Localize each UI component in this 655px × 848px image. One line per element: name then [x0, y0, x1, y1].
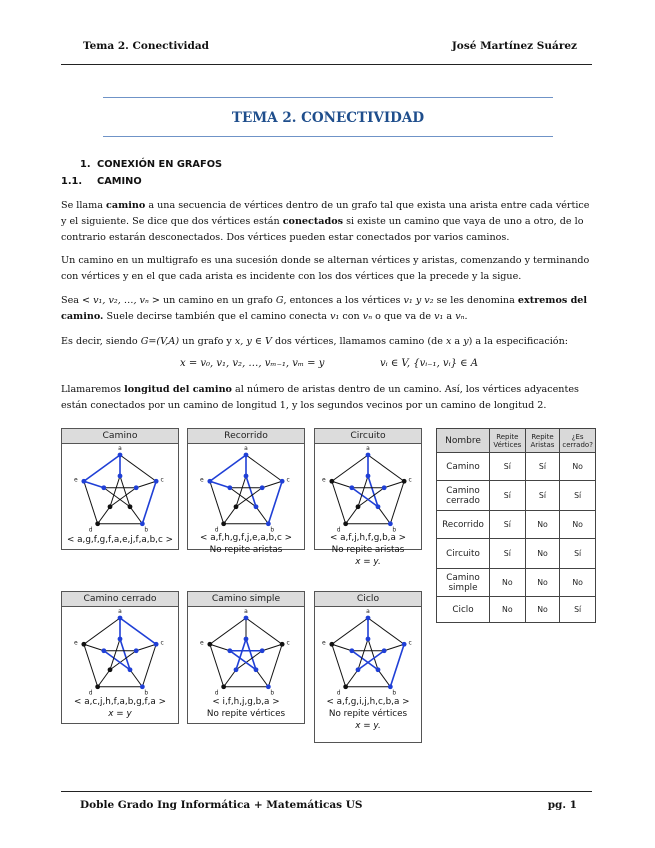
- graph-edge: [332, 455, 368, 481]
- graph-edge: [110, 476, 120, 507]
- table-row: [437, 539, 596, 569]
- vertex-label: a: [244, 445, 248, 452]
- graph-edge: [332, 644, 352, 650]
- vertex-label: e: [322, 476, 326, 484]
- graph-vertex: [95, 521, 100, 526]
- graph-vertex: [402, 479, 407, 484]
- equation-path: x = v₀, v₁, v₂, …, vₘ₋₁, vₘ = y: [180, 358, 325, 369]
- graph-vertex: [154, 479, 159, 484]
- vertex-label: b: [392, 689, 397, 697]
- figure-caption: Recorrido: [188, 429, 304, 444]
- graph-vertex: [382, 485, 387, 490]
- graph-vertex: [108, 504, 113, 509]
- paragraph-longitud: Llamaremos longitud del camino al número de aristas dentro de un camino. Así, los vértices adyacentes están conectados por un camino de longitud 1, y los segundos vecinos por un camino de longitud 2.: [61, 384, 579, 411]
- graph-vertex: [356, 667, 361, 672]
- graph-diagram: [188, 607, 304, 697]
- graph-edge: [84, 481, 98, 523]
- graph-vertex: [366, 637, 371, 642]
- table-cell: Sí: [490, 539, 526, 569]
- figure-caption: Camino cerrado: [62, 592, 178, 607]
- table-cell: Sí: [525, 453, 560, 481]
- graph-edge: [346, 507, 358, 524]
- table-cell: Sí: [560, 481, 596, 511]
- graph-vertex: [266, 684, 271, 689]
- vertex-label: d: [88, 689, 93, 697]
- graph-edge: [332, 481, 346, 523]
- graph-vertex: [101, 485, 106, 490]
- table-cell: No: [560, 569, 596, 597]
- vertex-label: a: [366, 608, 370, 615]
- graph-edge: [98, 670, 110, 687]
- figure-sequence: < i,f,h,j,g,b,a >: [212, 697, 280, 707]
- vertex-label: a: [366, 445, 370, 452]
- graph-vertex: [101, 648, 106, 653]
- graph-vertex: [118, 474, 123, 479]
- vertex-label: e: [74, 639, 78, 647]
- table-cell-name: Recorrido: [437, 511, 490, 539]
- footer-right: pg. 1: [547, 799, 577, 811]
- page-title: TEMA 2. CONECTIVIDAD: [231, 110, 425, 126]
- figure-note: No repite vértices: [206, 709, 286, 719]
- graph-edge: [390, 481, 404, 523]
- vertex-label: d: [336, 526, 341, 534]
- equation-condition: vᵢ ∈ V, {vᵢ₋₁, vᵢ} ∈ A: [380, 358, 478, 369]
- graph-vertex: [128, 667, 133, 672]
- figure-camino-simple: [187, 591, 305, 724]
- table-header: Repite Aristas: [525, 429, 560, 453]
- vertex-label: c: [408, 476, 412, 484]
- graph-vertex: [108, 667, 113, 672]
- graph-vertex: [221, 521, 226, 526]
- figure-recorrido: [187, 428, 305, 555]
- graph-vertex: [207, 642, 212, 647]
- graph-vertex: [382, 648, 387, 653]
- vertex-label: d: [214, 526, 219, 534]
- graph-edge: [110, 651, 136, 670]
- graph-edge: [210, 644, 230, 650]
- graph-edge: [332, 618, 368, 644]
- path-edge: [246, 476, 256, 507]
- graph-edge: [210, 618, 246, 644]
- table-cell: Sí: [490, 511, 526, 539]
- graph-vertex: [349, 648, 354, 653]
- graph-vertex: [266, 521, 271, 526]
- title-rule-top: [103, 97, 553, 98]
- graph-vertex: [134, 485, 139, 490]
- table-cell-name: Ciclo: [437, 597, 490, 623]
- table-cell: No: [490, 569, 526, 597]
- vertex-label: b: [270, 689, 275, 697]
- figure-sequence: < a,c,j,h,f,a,b,g,f,a >: [74, 697, 166, 707]
- figure-note: No repite aristas: [209, 545, 283, 555]
- figure-caption: Camino: [62, 429, 178, 444]
- table-cell: No: [525, 511, 560, 539]
- graph-vertex: [329, 479, 334, 484]
- graph-vertex: [154, 642, 159, 647]
- graph-vertex: [81, 642, 86, 647]
- figure-ciclo: [314, 591, 422, 743]
- graph-vertex: [366, 616, 371, 621]
- graph-vertex: [234, 504, 239, 509]
- table-row: [437, 481, 596, 511]
- graph-edge: [130, 670, 142, 687]
- graph-edge: [384, 644, 404, 650]
- table-cell: No: [560, 511, 596, 539]
- figure-sequence: < a,f,j,h,f,g,b,a >: [329, 533, 407, 543]
- figure-note: No repite vértices: [328, 709, 408, 719]
- graph-vertex: [280, 479, 285, 484]
- graph-edge: [120, 455, 156, 481]
- vertex-label: b: [144, 689, 149, 697]
- graph-vertex: [118, 616, 123, 621]
- graph-vertex: [244, 474, 249, 479]
- path-edge: [268, 481, 282, 523]
- graph-edge: [256, 670, 268, 687]
- graph-diagram: [315, 444, 421, 534]
- vertex-label: b: [144, 526, 149, 534]
- graph-vertex: [343, 684, 348, 689]
- graph-vertex: [95, 684, 100, 689]
- figure-extra-note: x = y.: [355, 721, 381, 731]
- graph-diagram: [62, 444, 178, 534]
- graph-edge: [378, 507, 390, 524]
- graph-edge: [224, 670, 236, 687]
- graph-vertex: [234, 667, 239, 672]
- header-right: José Martínez Suárez: [451, 40, 577, 52]
- graph-edge: [104, 488, 130, 507]
- table-cell: No: [490, 597, 526, 623]
- table-header: Nombre: [437, 429, 490, 453]
- graph-vertex: [118, 453, 123, 458]
- graph-vertex: [402, 642, 407, 647]
- table-row: [437, 597, 596, 623]
- graph-edge: [358, 488, 384, 507]
- table-header: ¿Es cerrado?: [560, 429, 596, 453]
- path-edge: [352, 651, 378, 670]
- vertex-label: c: [286, 639, 290, 647]
- vertex-label: d: [336, 689, 341, 697]
- graph-vertex: [260, 648, 265, 653]
- comparison-table: [436, 428, 596, 623]
- graph-vertex: [244, 453, 249, 458]
- figure-sequence: < a,f,g,i,j,h,c,b,a >: [326, 697, 410, 707]
- vertex-label: e: [322, 639, 326, 647]
- graph-edge: [84, 644, 98, 686]
- graph-diagram: [188, 444, 304, 534]
- table-cell-name: Camino simple: [437, 569, 490, 597]
- table-cell: Sí: [490, 481, 526, 511]
- section-1-heading: CONEXIÓN EN GRAFOS: [97, 159, 223, 170]
- graph-vertex: [140, 521, 145, 526]
- figure-camino-cerrado: [61, 591, 179, 724]
- vertex-label: d: [88, 526, 93, 534]
- graph-diagram: [315, 607, 421, 697]
- figure-circuito: [314, 428, 422, 567]
- graph-vertex: [254, 667, 259, 672]
- table-row: [437, 511, 596, 539]
- figure-caption: Ciclo: [315, 592, 421, 607]
- graph-vertex: [343, 521, 348, 526]
- graph-vertex: [349, 485, 354, 490]
- path-edge: [358, 651, 384, 670]
- graph-vertex: [134, 648, 139, 653]
- graph-vertex: [366, 474, 371, 479]
- path-edge: [210, 481, 230, 487]
- vertex-label: c: [286, 476, 290, 484]
- figure-caption: Camino simple: [188, 592, 304, 607]
- table-cell: Sí: [560, 539, 596, 569]
- graph-edge: [136, 644, 156, 650]
- table-cell-name: Circuito: [437, 539, 490, 569]
- table-cell: No: [560, 453, 596, 481]
- graph-edge: [346, 670, 358, 687]
- figure-extra-note: x = y.: [355, 557, 381, 567]
- graph-edge: [84, 618, 120, 644]
- vertex-label: e: [200, 639, 204, 647]
- graph-edge: [236, 476, 246, 507]
- graph-edge: [378, 670, 390, 687]
- figure-sequence: < a,f,h,g,f,j,e,a,b,c >: [200, 533, 292, 543]
- graph-edge: [256, 507, 268, 524]
- graph-edge: [332, 644, 346, 686]
- table-cell-name: Camino cerrado: [437, 481, 490, 511]
- figure-camino: [61, 428, 179, 550]
- path-edge: [84, 481, 104, 487]
- header-left: Tema 2. Conectividad: [83, 40, 209, 52]
- figure-note: x = y: [108, 709, 132, 719]
- graph-edge: [332, 481, 352, 487]
- graph-edge: [210, 481, 224, 523]
- vertex-label: a: [118, 445, 122, 452]
- graph-diagram: [62, 607, 178, 697]
- graph-vertex: [260, 485, 265, 490]
- graph-vertex: [221, 684, 226, 689]
- graph-edge: [224, 507, 236, 524]
- table-cell-name: Camino: [437, 453, 490, 481]
- graph-vertex: [376, 504, 381, 509]
- section-1-1-heading: CAMINO: [97, 176, 142, 187]
- graph-vertex: [227, 648, 232, 653]
- graph-edge: [236, 488, 262, 507]
- graph-vertex: [140, 684, 145, 689]
- table-cell: No: [525, 597, 560, 623]
- paragraph-especificacion: Es decir, siendo G=(V,A) un grafo y x, y ∈ V dos vértices, llamamos camino (de x a y) a la especificación:: [61, 336, 568, 347]
- table-cell: No: [525, 569, 560, 597]
- section-1-1-number: 1.1.: [61, 176, 83, 187]
- vertex-label: c: [408, 639, 412, 647]
- graph-edge: [110, 488, 136, 507]
- path-edge: [142, 481, 156, 523]
- table-row: [437, 453, 596, 481]
- graph-vertex: [329, 642, 334, 647]
- graph-vertex: [280, 642, 285, 647]
- vertex-label: e: [200, 476, 204, 484]
- path-edge: [390, 644, 404, 686]
- table-cell: No: [525, 539, 560, 569]
- graph-vertex: [244, 616, 249, 621]
- footer-rule: [61, 791, 592, 792]
- paragraph-extremos: Sea < v₁, v₂, …, vₙ > un camino en un grafo G, entonces a los vértices v₁ y v₂ se les denomina extremos del camino. Suele decirse también que el camino conecta v₁ con vₙ o que va de v₁ a vₙ.: [61, 295, 588, 322]
- graph-vertex: [388, 684, 393, 689]
- graph-vertex: [207, 479, 212, 484]
- graph-edge: [384, 481, 404, 487]
- graph-vertex: [388, 521, 393, 526]
- vertex-label: b: [392, 526, 397, 534]
- path-edge: [120, 618, 156, 644]
- header-rule: [61, 64, 592, 65]
- graph-edge: [368, 618, 404, 644]
- path-edge: [84, 455, 120, 481]
- graph-vertex: [118, 637, 123, 642]
- vertex-label: b: [270, 526, 275, 534]
- graph-edge: [262, 644, 282, 650]
- paragraph-camino-definition: Se llama camino a una secuencia de vértices dentro de un grafo tal que exista una arista entre cada vértice y el siguiente. Se dice que dos vértices están conectados si existe un camino que vaya de uno a otro, de lo contrario estarán desconectados. Dos vértices pueden estar conectados por varios caminos.: [61, 200, 590, 243]
- vertex-label: d: [214, 689, 219, 697]
- vertex-label: e: [74, 476, 78, 484]
- graph-vertex: [366, 453, 371, 458]
- path-edge: [210, 455, 246, 481]
- graph-vertex: [254, 504, 259, 509]
- graph-edge: [110, 639, 120, 670]
- vertex-label: a: [244, 608, 248, 615]
- table-cell: Sí: [525, 481, 560, 511]
- graph-vertex: [244, 637, 249, 642]
- graph-edge: [136, 481, 156, 487]
- path-edge: [236, 639, 246, 670]
- graph-edge: [246, 455, 282, 481]
- paragraph-multigrafo: Un camino en un multigrafo es una sucesión donde se alternan vértices y aristas, comenzando y terminando con vértices y en el que cada arista es incidente con los dos vértices que la precede y la sigue.: [61, 255, 590, 282]
- graph-vertex: [128, 504, 133, 509]
- section-1-number: 1.: [80, 159, 91, 170]
- graph-edge: [130, 507, 142, 524]
- graph-vertex: [356, 504, 361, 509]
- graph-edge: [120, 476, 130, 507]
- table-cell: Sí: [560, 597, 596, 623]
- graph-edge: [358, 476, 368, 507]
- table-cell: Sí: [490, 453, 526, 481]
- graph-edge: [142, 644, 156, 686]
- graph-edge: [246, 618, 282, 644]
- graph-edge: [98, 507, 110, 524]
- table-row: [437, 569, 596, 597]
- figure-sequence: < a,g,f,g,f,a,e,j,f,a,b,c >: [66, 535, 173, 545]
- title-rule-bottom: [103, 136, 553, 137]
- graph-edge: [268, 644, 282, 686]
- graph-vertex: [376, 667, 381, 672]
- vertex-label: c: [160, 476, 164, 484]
- graph-edge: [368, 455, 404, 481]
- graph-vertex: [227, 485, 232, 490]
- figure-caption: Circuito: [315, 429, 421, 444]
- graph-edge: [210, 644, 224, 686]
- footer-left: Doble Grado Ing Informática + Matemáticas US: [80, 799, 363, 811]
- graph-edge: [262, 481, 282, 487]
- table-header: Repite Vértices: [490, 429, 526, 453]
- graph-edge: [84, 644, 104, 650]
- figure-note: No repite aristas: [331, 545, 405, 555]
- vertex-label: c: [160, 639, 164, 647]
- graph-vertex: [81, 479, 86, 484]
- vertex-label: a: [118, 608, 122, 615]
